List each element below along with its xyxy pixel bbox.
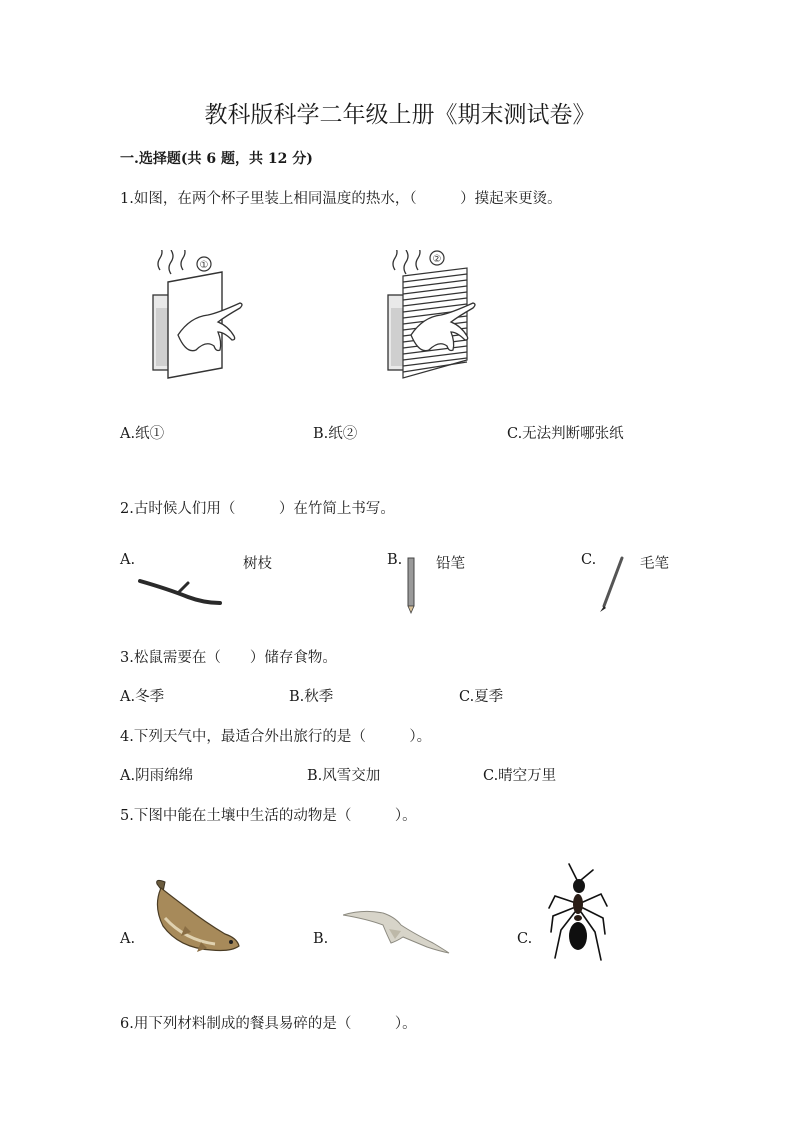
- q5-option-c-letter[interactable]: C.: [517, 931, 533, 947]
- question-2-stem: 2.古时候人们用（ ）在竹简上书写。: [120, 501, 395, 517]
- q4-option-a[interactable]: A.阴雨绵绵: [120, 768, 194, 784]
- question-1-stem: 1.如图，在两个杯子里装上相同温度的热水，（ ）摸起来更烫。: [120, 191, 562, 207]
- q3-option-a[interactable]: A.冬季: [120, 689, 165, 705]
- q1-option-a[interactable]: A.纸①: [120, 426, 165, 442]
- q2-option-c-label: 毛笔: [640, 556, 669, 572]
- figure-marker-1: ①: [199, 260, 209, 271]
- fish-icon: [145, 878, 245, 958]
- q2-option-b-label: 铅笔: [436, 556, 465, 572]
- q4-option-c[interactable]: C.晴空万里: [483, 768, 557, 784]
- question-6-stem: 6.用下列材料制成的餐具易碎的是（ ）。: [120, 1016, 417, 1032]
- branch-icon: [138, 575, 228, 609]
- q2-option-c-letter[interactable]: C.: [581, 552, 597, 568]
- question-4-stem: 4.下列天气中，最适合外出旅行的是（ ）。: [120, 729, 432, 745]
- q2-option-a-letter[interactable]: A.: [120, 552, 136, 568]
- q3-option-b[interactable]: B.秋季: [289, 689, 334, 705]
- q2-option-b-letter[interactable]: B.: [387, 552, 403, 568]
- brush-pen-icon: [596, 556, 626, 614]
- question-3-stem: 3.松鼠需要在（ ）储存食物。: [120, 650, 337, 666]
- figure-marker-2: ②: [432, 254, 442, 265]
- question-5-stem: 5.下图中能在土壤中生活的动物是（ ）。: [120, 808, 417, 824]
- cup-paper-1-figure: [150, 250, 250, 385]
- q2-option-a-label: 树枝: [243, 556, 272, 572]
- q1-option-b[interactable]: B.纸②: [313, 426, 358, 442]
- cup-paper-2-figure: [385, 250, 485, 385]
- q3-option-c[interactable]: C.夏季: [459, 689, 504, 705]
- section-heading: 一.选择题(共 6 题，共 12 分): [120, 151, 313, 167]
- pencil-icon: [405, 556, 417, 614]
- page-title: 教科版科学二年级上册《期末测试卷》: [204, 102, 596, 128]
- q5-option-b-letter[interactable]: B.: [313, 931, 329, 947]
- seagull-icon: [343, 903, 453, 957]
- q1-option-c[interactable]: C.无法判断哪张纸: [507, 426, 624, 442]
- q5-option-a-letter[interactable]: A.: [120, 931, 136, 947]
- ant-icon: [543, 860, 613, 970]
- q4-option-b[interactable]: B.风雪交加: [307, 768, 381, 784]
